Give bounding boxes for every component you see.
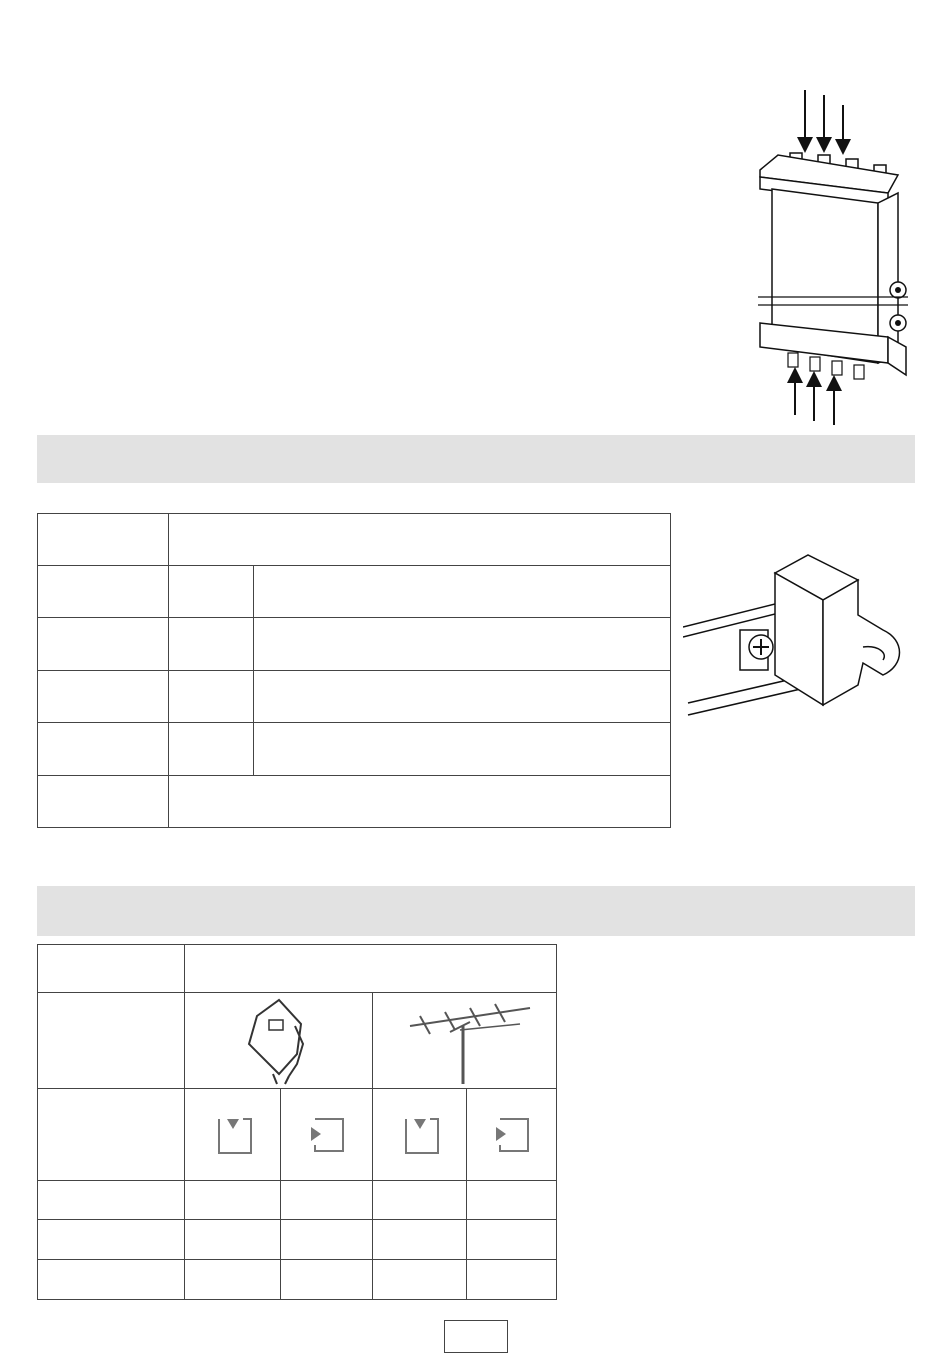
spec-table-1 (37, 513, 671, 828)
horizontal-polarization-icon (307, 1113, 347, 1157)
terrestrial-antenna-icon (390, 996, 540, 1086)
table-row (38, 945, 557, 993)
satellite-dish-icon (239, 996, 319, 1086)
page-number-box (444, 1320, 508, 1353)
multiswitch-illustration (748, 85, 918, 430)
table-row (38, 1089, 557, 1181)
section-band-2 (37, 886, 915, 936)
table-row (38, 1181, 557, 1220)
vertical-polarization-icon (400, 1113, 440, 1157)
horizontal-polarization-icon (492, 1113, 532, 1157)
table-row (38, 514, 671, 566)
table-row (38, 776, 671, 828)
mounting-screw-illustration (683, 535, 913, 720)
table-row (38, 566, 671, 618)
spec-table-2 (37, 944, 557, 1300)
table-row (38, 1260, 557, 1300)
table-row (38, 993, 557, 1089)
table-row (38, 671, 671, 723)
vertical-polarization-icon (213, 1113, 253, 1157)
table-row (38, 723, 671, 776)
section-band-1 (37, 435, 915, 483)
table-row (38, 618, 671, 671)
table-row (38, 1220, 557, 1260)
